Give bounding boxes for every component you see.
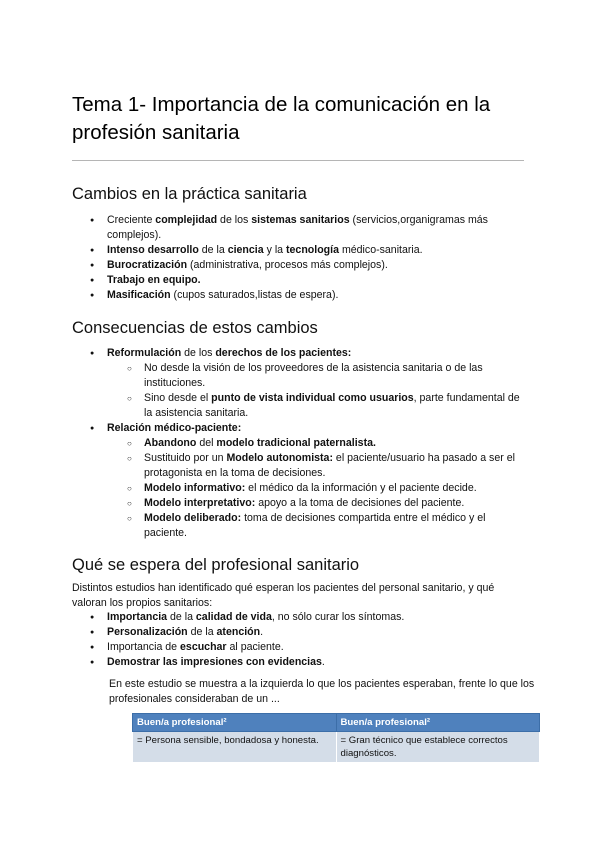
bold-text: Reformulación [107, 347, 182, 359]
list-item [90, 655, 530, 670]
text-run: de los [217, 214, 252, 226]
bold-text: Masificación [107, 289, 171, 301]
bold-text: Modelo interpretativo: [144, 497, 256, 509]
sub-list-item [107, 451, 530, 481]
list-item [90, 640, 530, 655]
text-run: de los [181, 347, 216, 359]
text-run: el médico da la información y el paciente decide. [245, 482, 477, 494]
bold-text: escuchar [180, 641, 227, 653]
list-item [90, 421, 530, 541]
text-run: (servicios,organigramas más complejos). [107, 214, 488, 241]
text-run: , no sólo curar los síntomas. [271, 611, 405, 623]
list-item [90, 288, 530, 303]
text-run: médico-sanitaria. [339, 244, 423, 256]
bold-text: Modelo autonomista: [226, 452, 333, 464]
table-cell: = Gran técnico que establece correctos diagnósticos. [336, 732, 540, 763]
text-run: No desde la visión de los proveedores de la asistencia sanitaria o de las instituciones. [144, 362, 483, 389]
heading-cambios: Cambios en la práctica sanitaria [72, 185, 307, 203]
bold-text: Demostrar las impresiones con evidencias [107, 656, 322, 668]
bold-text: Personalización [107, 626, 188, 638]
list-item [90, 610, 530, 625]
table-header-row [133, 714, 540, 732]
bold-text: Trabajo en equipo. [107, 274, 201, 286]
list-item [90, 273, 530, 288]
page-title: Tema 1- Importancia de la comunicación en la profesión sanitaria [72, 93, 491, 144]
bold-text: modelo tradicional paternalista. [216, 437, 376, 449]
text-run: , parte fundamental de la asistencia sanitaria. [144, 392, 520, 419]
text-run: Sino desde el [144, 392, 212, 404]
text-run: Creciente [107, 214, 156, 226]
table-header-cell: Buen/a profesional² [336, 714, 540, 732]
bold-text: Relación médico-paciente: [107, 422, 242, 434]
bold-text: Modelo informativo: [144, 482, 246, 494]
text-run: de la [198, 244, 228, 256]
bold-text: Abandono [144, 437, 197, 449]
list-item [90, 625, 530, 640]
study-note: En este estudio se muestra a la izquierda lo que los pacientes esperaban, frente lo que los profesionales consideraban de un ... [109, 678, 535, 705]
text-run: toma de decisiones compartida entre el médico y el paciente. [144, 512, 486, 539]
text-run: y la [263, 244, 287, 256]
bold-text: tecnología [286, 244, 339, 256]
text-run: el paciente/usuario ha pasado a ser el protagonista en la toma de decisiones. [144, 452, 515, 479]
sub-list-item [107, 511, 530, 541]
bold-text: sistemas sanitarios [251, 214, 350, 226]
sub-list-item [107, 361, 530, 391]
bold-text: Burocratización [107, 259, 188, 271]
bold-text: ciencia [227, 244, 264, 256]
text-run: apoyo a la toma de decisiones del paciente. [255, 497, 465, 509]
text-run: de la [187, 626, 217, 638]
text-run: . [321, 656, 325, 668]
table-row [133, 732, 540, 763]
title-divider [72, 160, 524, 161]
text-run: al paciente. [226, 641, 284, 653]
cambios-list [90, 213, 530, 303]
heading-consecuencias: Consecuencias de estos cambios [72, 319, 318, 337]
text-run: del [196, 437, 217, 449]
bold-text: atención [216, 626, 261, 638]
sub-list-item [107, 496, 530, 511]
text-run: (cupos saturados,listas de espera). [170, 289, 339, 301]
sub-list [107, 436, 530, 541]
bold-text: complejidad [155, 214, 218, 226]
bold-text: Modelo deliberado: [144, 512, 242, 524]
bold-text: punto de vista individual como usuarios [211, 392, 414, 404]
sub-list-item [107, 436, 530, 451]
text-run: Importancia de [107, 641, 181, 653]
sub-list-item [107, 481, 530, 496]
text-run: Sustituido por un [144, 452, 227, 464]
text-run: . [260, 626, 264, 638]
bold-text: derechos de los pacientes: [215, 347, 352, 359]
sub-list-item [107, 391, 530, 421]
list-item [90, 213, 530, 243]
bold-text: Importancia [107, 611, 168, 623]
heading-que-se-espera: Qué se espera del profesional sanitario [72, 556, 360, 574]
table-cell: = Persona sensible, bondadosa y honesta. [133, 732, 337, 763]
intro-paragraph: Distintos estudios han identificado qué esperan los pacientes del personal sanitario, y qué valoran los propios sanitarios: [72, 582, 495, 609]
bold-text: calidad de vida [195, 611, 272, 623]
sub-list [107, 361, 530, 421]
table-header-cell: Buen/a profesional² [133, 714, 337, 732]
list-item [90, 258, 530, 273]
bold-text: Intenso desarrollo [107, 244, 199, 256]
expectativas-list [90, 610, 530, 670]
consecuencias-list [90, 346, 530, 541]
comparison-table [132, 713, 540, 763]
text-run: (administrativa, procesos más complejos). [187, 259, 388, 271]
text-run: de la [167, 611, 196, 623]
table-body [133, 732, 540, 763]
list-item [90, 346, 530, 421]
list-item [90, 243, 530, 258]
